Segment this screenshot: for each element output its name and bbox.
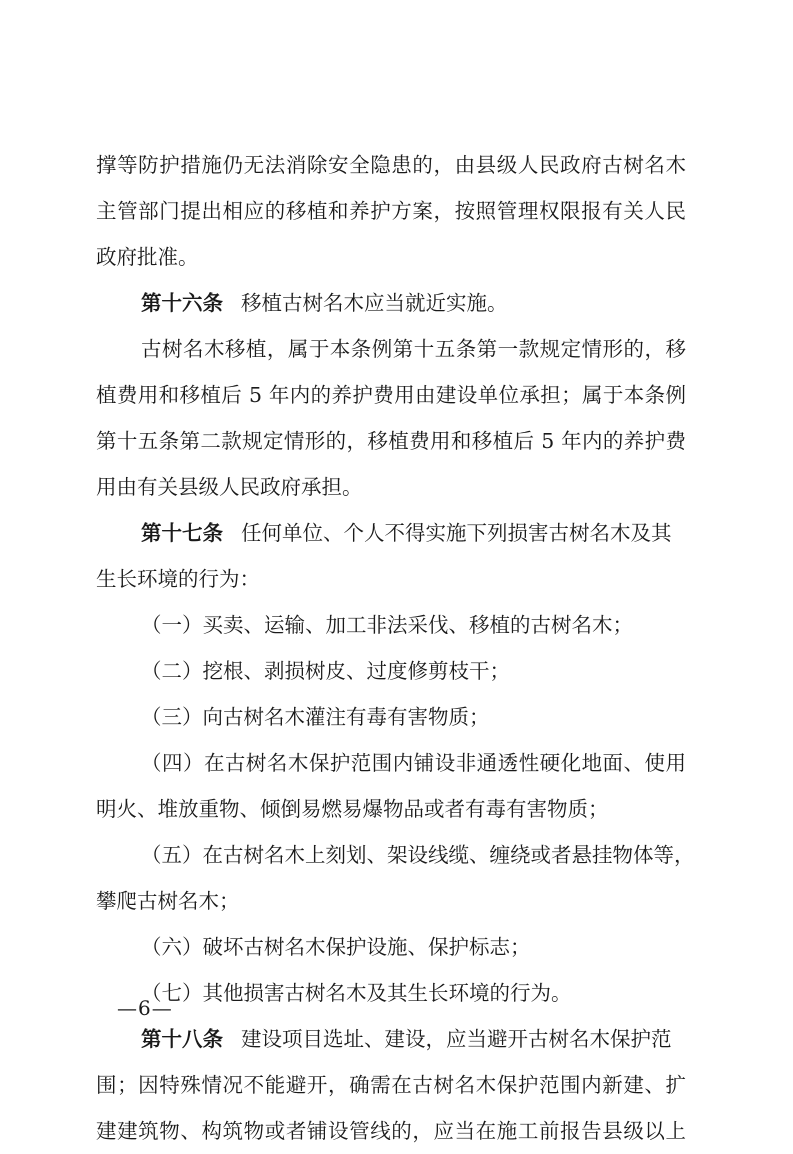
article-18-heading-line: [96, 1016, 686, 1062]
text-line: [96, 188, 686, 234]
text-line: [96, 234, 686, 280]
line-text: 第十五条第二款规定情形的，移植费用和移植后 5 年内的养护费: [96, 429, 686, 453]
text-line: [96, 464, 686, 510]
line-text: 建建筑物、构筑物或者铺设管线的，应当在施工前报告县级以上: [96, 1119, 686, 1143]
list-item: [96, 970, 686, 1016]
text-line: [96, 326, 686, 372]
line-text: 植费用和移植后 5 年内的养护费用由建设单位承担；属于本条例: [96, 383, 686, 407]
line-text: （三）向古树名木灌注有毒有害物质；: [141, 705, 490, 729]
page-number: —6—: [117, 996, 173, 1020]
line-text: （六）破坏古树名木保护设施、保护标志；: [141, 935, 531, 959]
line-text: （五）在古树名木上刻划、架设线缆、缠绕或者悬挂物体等，: [141, 843, 695, 867]
text-line: [96, 142, 686, 188]
text-line: [96, 1062, 686, 1108]
line-text: 任何单位、个人不得实施下列损害古树名木及其: [241, 521, 672, 545]
text-line: [96, 418, 686, 464]
document-body: [96, 142, 695, 1154]
text-line: [96, 556, 686, 602]
list-item: [96, 602, 686, 648]
line-text: 移植古树名木应当就近实施。: [241, 291, 508, 315]
list-item: [96, 694, 686, 740]
article-16-title: 第十六条: [141, 291, 223, 315]
line-text: 用由有关县级人民政府承担。: [96, 475, 363, 499]
line-text: 建设项目选址、建设，应当避开古树名木保护范: [241, 1027, 672, 1051]
line-text: 攀爬古树名木；: [96, 889, 240, 913]
line-text: 主管部门提出相应的移植和养护方案，按照管理权限报有关人民: [96, 199, 686, 223]
list-item: [96, 740, 686, 786]
list-item: [96, 832, 695, 878]
text-line: [96, 1108, 686, 1154]
article-17-heading-line: [96, 510, 686, 556]
line-text: （四）在古树名木保护范围内铺设非通透性硬化地面、使用: [141, 751, 686, 775]
line-text: 撑等防护措施仍无法消除安全隐患的，由县级人民政府古树名木: [96, 153, 686, 177]
line-text: 明火、堆放重物、倾倒易燃易爆物品或者有毒有害物质；: [96, 797, 609, 821]
text-line: [96, 878, 686, 924]
line-text: 政府批准。: [96, 245, 199, 269]
text-line: [96, 786, 686, 832]
line-text: （二）挖根、剥损树皮、过度修剪枝干；: [141, 659, 510, 683]
line-text: （一）买卖、运输、加工非法采伐、移植的古树名木；: [141, 613, 633, 637]
line-text: 古树名木移植，属于本条例第十五条第一款规定情形的，移: [141, 337, 686, 361]
article-18-title: 第十八条: [141, 1027, 223, 1051]
line-text: 围；因特殊情况不能避开，确需在古树名木保护范围内新建、扩: [96, 1073, 686, 1097]
list-item: [96, 924, 686, 970]
line-text: 生长环境的行为：: [96, 567, 260, 591]
line-text: （七）其他损害古树名木及其生长环境的行为。: [141, 981, 572, 1005]
list-item: [96, 648, 686, 694]
article-16-heading-line: [96, 280, 686, 326]
article-17-title: 第十七条: [141, 521, 223, 545]
text-line: [96, 372, 686, 418]
